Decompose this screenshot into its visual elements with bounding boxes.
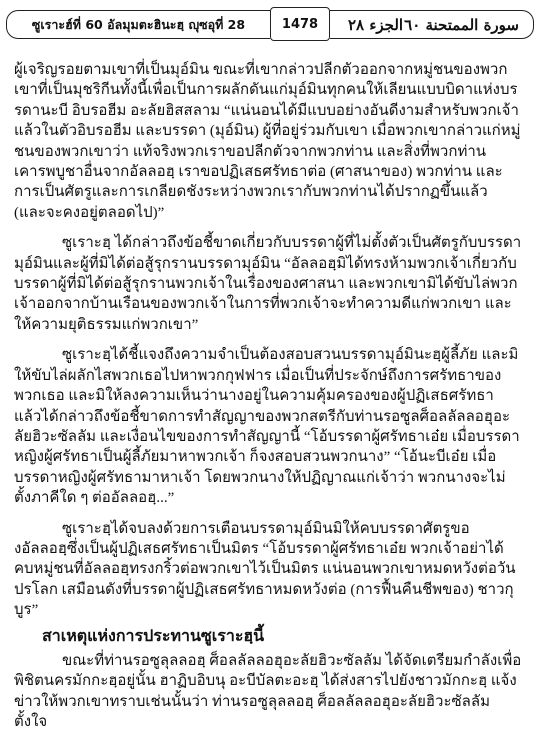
paragraph: ซูเราะฮฺได้จบลงด้วยการเตือนบรรดามุอ์มินมิให้คบบรรดาศัตรูของอัลลอฮฺซึ่งเป็นผู้ปฏิเสธศรัทธาเป็นมิตร “โอ้บรรดาผู้ศรัทธาเอ๋ย พวกเจ้าอย่าได้คบหมู่ชนที่อัลลอฮฺทรงกริ้วต่อพวกเขาไว้เป็นมิตร แน่นอนพวกเขาหมดหวังต่อวันปรโลก เสมือนดังที่บรรดาผู้ปฏิเสธศรัทธาหมดหวังต่อ (การฟื้นคืนชีพของ) ชาวกุบูร” <box>14 520 516 619</box>
header-arabic <box>330 10 534 39</box>
page-number: 1478 <box>270 7 330 41</box>
section-heading: สาเหตุแห่งการประทานซูเราะฮฺนี้ <box>42 627 265 645</box>
paragraph: ขณะที่ท่านรอซูลุลลอฮฺ ศ็อลลัลลอฮุอะลัยฮิวะซัลลัม ได้จัดเตรียมกำลังเพื่อพิชิตนครมักกะฮฺอยู่นั้น ฮาฏิบอิบนุ อะบีบัลตะอะฮฺ ได้ส่งสารไปยังชาวมักกะฮฺ แจ้งข่าวให้พวกเขาทราบเช่นนั้นว่า ท่านรอซูลุลลอฮฺ ศ็อลลัลลอฮุอะลัยฮิวะซัลลัม ตั้งใจ <box>14 652 522 731</box>
header-surah-thai: ซูเราะฮ์ที่ 60 อัลมุมตะฮินะฮฺ ญุซอุที่ 28 <box>6 10 270 39</box>
header-surah-arabic: سورة الممتحنة ٦٠ <box>404 15 519 34</box>
paragraph: ซูเราะฮฺได้ชี้แจงถึงความจำเป็นต้องสอบสวนบรรดามุอ์มินะฮฺผู้ลี้ภัย และมิให้ขับไล่ผลักไสพวกเธอไปหาพวกกุฟฟาร เมื่อเป็นที่ประจักษ์ถึงการศรัทธาของพวกเธอ และมิให้ลงความเห็นว่านางอยู่ในความคุ้มครองของผู้ปฏิเสธศรัทธา แล้วได้กล่าวถึงข้อชี้ขาดการทำสัญญาของพวกสตรีกับท่านรอซูลศ็อลลัลลอฮุอะลัยฮิวะซัลลัม และเงื่อนไขของการทำสัญญานี้ “โอ้บรรดาผู้ศรัทธาเอ๋ย เมื่อบรรดาหญิงผู้ศรัทธาเป็นผู้ลี้ภัยมาหาพวกเจ้า ก็จงสอบสวนพวกนาง” “โอ้นะบีเอ๋ย เมื่อบรรดาหญิงผู้ศรัทธามาหาเจ้า โดยพวกนางให้ปฏิญาณแก่เจ้าว่า พวกนางจะไม่ตั้งภาคีใด ๆ ต่ออัลลอฮฺ...” <box>14 347 520 507</box>
header-juz-arabic: الجزء ٢٨ <box>348 15 404 34</box>
paragraph: ซูเราะฮฺ ได้กล่าวถึงข้อชี้ขาดเกี่ยวกับบรรดาผู้ที่ไม่ตั้งตัวเป็นศัตรูกับบรรดามุอ์มินและผู้ที่มิได้ต่อสู้รุกรานบรรดามุอ์มิน “อัลลอฮฺมิได้ทรงห้ามพวกเจ้าเกี่ยวกับบรรดาผู้ที่มิได้ต่อสู้รุกรานพวกเจ้าในเรื่องของศาสนา และพวกเขามิได้ขับไล่พวกเจ้าออกจากบ้านเรือนของพวกเจ้าในการที่พวกเจ้าจะทำความดีแก่พวกเขา และให้ความยุติธรรมแก่พวกเขา” <box>14 235 522 333</box>
page-header <box>6 6 534 42</box>
body-text <box>14 60 522 743</box>
paragraph: ผู้เจริญรอยตามเขาที่เป็นมุอ์มิน ขณะที่เขากล่าวปลีกตัวออกจากหมู่ชนของพวกเขาที่เป็นมุชริกีนทั้งนี้เพื่อเป็นการผลักดันแก่มุอ์มินทุกคนให้เลียนแบบบิดาแห่งบรรดานะบี อิบรอฮีม อะลัยฮิสสลาม “แน่นอนได้มีแบบอย่างอันดีงามสำหรับพวกเจ้าแล้วในตัวอิบรอฮีม และบรรดา (มุอ์มิน) ผู้ที่อยู่ร่วมกับเขา เมื่อพวกเขากล่าวแก่หมู่ชนของพวกเขาว่า แท้จริงพวกเราขอปลีกตัวจากพวกท่าน และสิ่งที่พวกท่านเคารพบูชาอื่นจากอัลลอฮฺ เราขอปฏิเสธศรัทธาต่อ (ศาสนาของ) พวกท่าน และการเป็นศัตรูและการเกลียดชังระหว่างพวกเรากับพวกท่านได้ปรากฏขึ้นแล้ว (และจะคงอยู่ตลอดไป)” <box>14 62 521 221</box>
